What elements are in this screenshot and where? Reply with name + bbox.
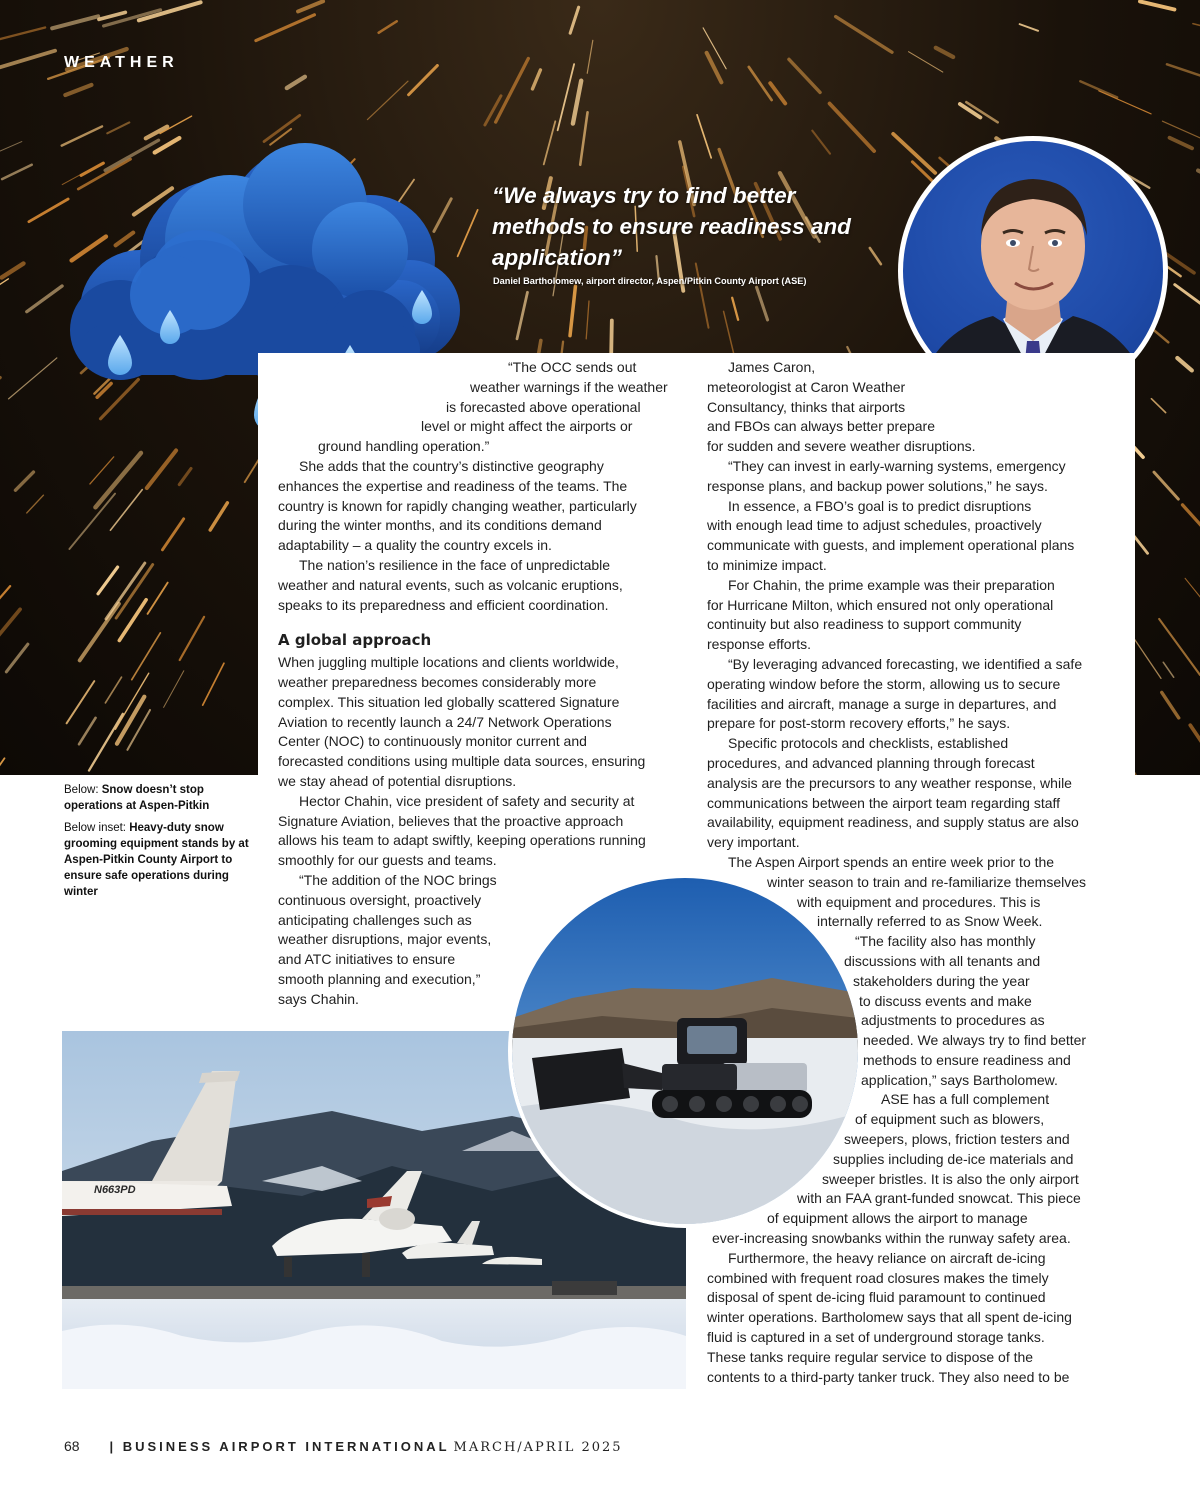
sleet-streak [836, 17, 892, 53]
text-line: “The OCC sends out [508, 359, 637, 375]
page-number: 68 [64, 1438, 80, 1454]
text-line: supplies including de-ice materials and [833, 1150, 1074, 1167]
text-line: adjustments to procedures as [861, 1012, 1045, 1029]
pull-quote-attribution: Daniel Bartholomew, airport director, Aspen/Pitkin County Airport (ASE) [493, 276, 807, 286]
text-line: ever-increasing snowbanks within the runway safety area. [712, 1230, 1071, 1247]
sleet-streak [2, 165, 32, 179]
sleet-streak [1167, 64, 1200, 84]
text-line: application,” says Bartholomew. [861, 1071, 1058, 1088]
sleet-streak [203, 663, 224, 705]
text-line: with equipment and procedures. This is [797, 893, 1041, 910]
text-line: communicate with guests, and implement operational plans [707, 537, 1075, 554]
sleet-streak [870, 248, 881, 264]
text-line: response efforts. [707, 636, 812, 653]
text-line: analysis are the precursors to any weather response, while [707, 774, 1072, 791]
sleet-streak [210, 503, 227, 530]
text-line: country is known for rapidly changing weather, particularly [278, 497, 637, 514]
sleet-streak [162, 519, 183, 550]
sleet-streak [909, 52, 943, 72]
text-line: continuous oversight, proactively [278, 891, 482, 908]
sleet-streak [79, 718, 96, 744]
sleet-streak [0, 27, 45, 45]
text-line: very important. [707, 834, 800, 851]
sleet-streak [586, 301, 589, 339]
sleet-streak [67, 681, 95, 723]
snowcat-photo [508, 874, 862, 1228]
text-line: to minimize impact. [707, 556, 827, 573]
sleet-streak [0, 586, 10, 618]
sleet-streak [893, 134, 935, 173]
text-line: continuity but also readiness to support community [707, 616, 1022, 633]
text-line: internally referred to as Snow Week. [817, 913, 1043, 930]
text-line: In essence, a FBO’s goal is to predict disruptions [728, 497, 1032, 514]
pull-quote: “We always try to find better methods to ensure readiness and application” [492, 183, 851, 270]
sleet-streak [0, 758, 4, 775]
issue-date: MARCH/APRIL 2025 [453, 1440, 623, 1455]
sleet-streak [99, 12, 125, 19]
text-line: availability, equipment readiness, and supply status are also [707, 814, 1079, 831]
text-line: weather warnings if the weather [470, 378, 668, 395]
sleet-streak [1175, 285, 1200, 319]
sleet-streak [749, 67, 772, 100]
text-line: “They can invest in early-warning systems, emergency [728, 457, 1066, 474]
text-line: Furthermore, the heavy reliance on aircraft de-icing [728, 1249, 1046, 1266]
sleet-streak [65, 85, 91, 95]
text-line: for sudden and severe weather disruptions. [707, 438, 976, 455]
sleet-streak [1183, 505, 1200, 544]
text-line: of equipment allows the airport to manage [767, 1210, 1028, 1227]
paragraph-group [707, 1249, 1127, 1388]
text-line: speaks to its preparedness and efficient coordination. [278, 596, 609, 613]
sleet-streak [164, 671, 184, 708]
text-line: smoothly for our guests and teams. [278, 852, 497, 869]
sleet-streak [105, 677, 121, 703]
sleet-streak [544, 121, 556, 164]
sleet-streak [180, 617, 204, 660]
sleet-streak [517, 292, 527, 339]
text-line: “By leveraging advanced forecasting, we identified a safe [728, 655, 1083, 672]
section-tag: WEATHER [64, 54, 179, 71]
sleet-streak [15, 472, 33, 490]
text-line: Specific protocols and checklists, established [728, 735, 1009, 752]
sleet-streak [580, 112, 587, 164]
text-line: during the winter months, and its conditions demand [278, 517, 602, 534]
text-line: “The facility also has monthly [855, 933, 1036, 950]
text-line: to discuss events and make [859, 992, 1032, 1009]
sleet-streak [1193, 24, 1200, 39]
text-line: allows his team to adapt swiftly, keeping operations running [278, 832, 646, 849]
sleet-streak [570, 286, 575, 335]
sleet-streak [1190, 725, 1200, 763]
sleet-streak [147, 450, 176, 488]
text-line: discussions with all tenants and [844, 952, 1041, 969]
sleet-streak [0, 609, 20, 641]
text-line: fluid is captured in a set of underground storage tanks. [707, 1329, 1045, 1346]
text-line: James Caron, [728, 359, 816, 375]
sleet-streak [936, 48, 953, 57]
sleet-streak [287, 77, 305, 88]
text-line: facilities and aircraft, manage a surge in departures, and [707, 695, 1057, 712]
sleet-streak [6, 644, 27, 672]
sleet-streak [1099, 91, 1151, 114]
text-line: we stay ahead of potential disruptions. [278, 772, 517, 789]
text-line: needed. We always try to find better [863, 1032, 1087, 1049]
text-line: says Chahin. [278, 990, 359, 1007]
sleet-streak [179, 469, 191, 485]
sleet-streak [1080, 81, 1117, 97]
text-line: These tanks require regular service to dispose of the [707, 1348, 1034, 1365]
text-line: smooth planning and execution,” [278, 970, 481, 987]
text-line: The Aspen Airport spends an entire week prior to the [728, 853, 1055, 870]
text-line: Signature Aviation, believes that the proactive approach [278, 812, 624, 829]
text-line: For Chahin, the prime example was their preparation [728, 576, 1055, 593]
text-line: ground handling operation.” [318, 438, 490, 455]
text-line: weather and natural events, such as volcanic eruptions, [278, 576, 623, 593]
text-line: of equipment such as blowers, [855, 1111, 1045, 1128]
sleet-streak [1170, 138, 1192, 149]
sleet-streak [812, 131, 830, 154]
text-line: and FBOs can always better prepare [707, 418, 936, 435]
text-line: “The addition of the NOC brings [299, 871, 497, 888]
text-line: is forecasted above operational [446, 398, 641, 415]
sleet-streak [148, 583, 168, 614]
text-line: sweepers, plows, friction testers and [844, 1131, 1070, 1148]
page-footer [64, 1438, 623, 1455]
sleet-streak [69, 494, 115, 549]
text-line: for Hurricane Milton, which ensured not only operational [707, 596, 1054, 613]
sleet-streak [1162, 692, 1179, 717]
sleet-streak [1177, 358, 1191, 370]
text-line: Hector Chahin, vice president of safety and security at [299, 792, 635, 809]
sleet-streak [27, 495, 44, 513]
text-line: with an FAA grant-funded snowcat. This piece [797, 1190, 1081, 1207]
text-line: prepare for post-storm recovery efforts,” he says. [707, 715, 1011, 732]
text-line: level or might affect the airports or [421, 418, 633, 435]
paragraph-group [707, 457, 1127, 853]
sleet-streak [703, 28, 726, 69]
text-line: operating window before the storm, allowing us to secure [707, 675, 1061, 692]
sleet-streak [587, 40, 593, 73]
text-line: complex. This situation led globally scattered Signature [278, 693, 620, 710]
text-line: Center (NOC) to continuously monitor current and [278, 733, 587, 750]
text-line: response plans, and backup power solutions,” he says. [707, 477, 1048, 494]
sleet-streak [0, 279, 8, 306]
text-line: adaptability – a quality the country excels in. [278, 537, 552, 554]
text-line: winter operations. Bartholomew says that all spent de-icing [707, 1309, 1072, 1326]
text-line: communications between the airport team regarding staff [707, 794, 1061, 811]
sleet-streak [496, 58, 529, 122]
sleet-streak [532, 70, 540, 89]
sleet-streak [2, 263, 24, 277]
caption-below-inset: Below inset: Heavy-duty snow grooming equipment stands by at Aspen-Pitkin County Airport to ensure safe operations during winter [64, 822, 249, 898]
text-line: combined with frequent road closures makes the timely [707, 1269, 1049, 1286]
sleet-streak [570, 7, 578, 33]
text-line: ASE has a full complement [881, 1091, 1050, 1108]
sleet-streak [697, 115, 711, 158]
sleet-streak [132, 633, 161, 680]
text-line: forecasted conditions using multiple data sources, ensuring [278, 753, 646, 770]
text-line: When juggling multiple locations and clients worldwide, [278, 654, 619, 671]
text-line: Consultancy, thinks that airports [707, 398, 906, 415]
sleet-streak [1185, 578, 1200, 631]
sleet-streak [116, 565, 153, 619]
sleet-streak [110, 490, 142, 531]
sleet-streak [0, 51, 55, 71]
sleet-streak [1151, 399, 1165, 413]
text-line: anticipating challenges such as [278, 911, 472, 928]
sleet-streak [573, 81, 581, 124]
sleet-streak [409, 66, 438, 95]
text-line: The nation’s resilience in the face of unpredictable [299, 556, 611, 573]
text-line: disposal of spent de-icing fluid paramount to continued [707, 1289, 1046, 1306]
sleet-streak [696, 264, 709, 328]
text-line: enhances the expertise and readiness of the teams. The [278, 477, 628, 494]
sleet-streak [98, 567, 118, 594]
sleet-streak [90, 457, 114, 484]
text-line: meteorologist at Caron Weather [707, 378, 906, 395]
text-line: She adds that the country’s distinctive geography [299, 457, 604, 474]
section-heading: A global approach [278, 631, 432, 650]
sleet-streak [298, 1, 323, 11]
sleet-streak [379, 21, 397, 32]
sleet-streak [830, 104, 875, 151]
paragraph-group [278, 457, 688, 615]
caption-below: Below: Snow doesn’t stop operations at Aspen-Pitkin [64, 784, 210, 812]
text-line: contents to a third-party tanker truck. They also need to be [707, 1368, 1070, 1385]
sleet-streak [1020, 24, 1038, 31]
sleet-streak [256, 15, 314, 41]
plane-registration: N663PD [94, 1184, 136, 1196]
text-line: and ATC initiatives to ensure [278, 951, 456, 968]
sleet-streak [0, 142, 22, 156]
sleet-streak [732, 298, 738, 320]
sleet-streak [789, 59, 820, 92]
publication-name: | BUSINESS AIRPORT INTERNATIONAL [109, 1439, 450, 1454]
photo-captions [64, 782, 254, 906]
text-line: weather disruptions, major events, [278, 931, 492, 948]
sleet-streak [757, 287, 768, 320]
text-line: methods to ensure readiness and [863, 1051, 1071, 1068]
text-line: with enough lead time to adjust schedules, proactively [707, 517, 1042, 534]
text-line: Aviation to recently launch a 24/7 Network Operations [278, 713, 612, 730]
sleet-streak [485, 96, 501, 125]
sleet-streak [139, 2, 201, 20]
text-line: winter season to train and re-familiarize themselves [767, 873, 1087, 890]
sleet-streak [1163, 662, 1173, 677]
text-line: stakeholders during the year [853, 972, 1030, 989]
sleet-streak [1154, 472, 1178, 499]
sleet-streak [80, 604, 119, 661]
sleet-streak [52, 16, 98, 28]
article-column-right [707, 358, 1127, 1387]
text-line: weather preparedness becomes considerably more [278, 673, 597, 690]
text-line: sweeper bristles. It is also the only airport [822, 1170, 1079, 1187]
sleet-streak [1140, 1, 1174, 9]
text-line: procedures, and advanced planning through forecast [707, 754, 1035, 771]
